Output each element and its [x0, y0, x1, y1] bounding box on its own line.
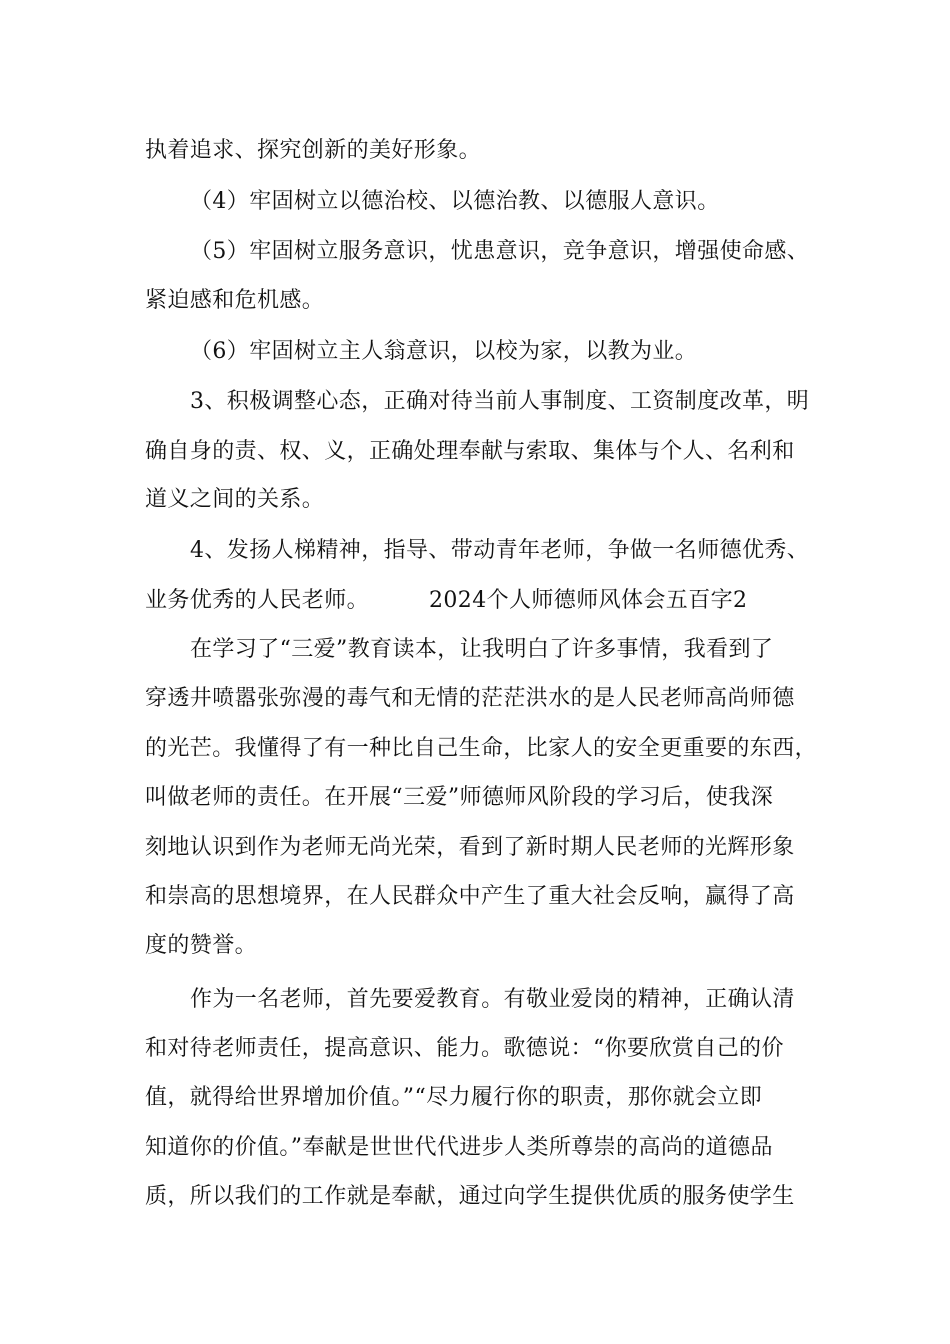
text-line: 3、积极调整心态，正确对待当前人事制度、工资制度改革，明: [190, 389, 810, 414]
text-line: 知道你的价值。”奉献是世世代代进步人类所尊崇的高尚的道德品: [145, 1135, 773, 1160]
text-line: 作为一名老师，首先要爱教育。有敬业爱岗的精神，正确认清: [190, 987, 795, 1012]
text-line: 度的赞誉。: [145, 933, 258, 958]
text-line: 在学习了“三爱”教育读本，让我明白了许多事情，我看到了: [190, 637, 774, 662]
text-line: 穿透井喷嚣张弥漫的毒气和无情的茫茫洪水的是人民老师高尚师德: [145, 686, 795, 711]
section-heading: 2024个人师德师风体会五百字2: [429, 588, 748, 613]
text-line: （5）牢固树立服务意识，忧患意识，竞争意识，增强使命感、: [190, 239, 810, 264]
text-segment: 业务优秀的人民老师。: [145, 588, 370, 613]
text-line: 紧迫感和危机感。: [145, 288, 325, 313]
text-line: 确自身的责、权、义，正确处理奉献与索取、集体与个人、名利和: [145, 439, 795, 464]
text-line: 质，所以我们的工作就是奉献，通过向学生提供优质的服务使学生: [145, 1184, 795, 1209]
text-line: （4）牢固树立以德治校、以德治教、以德服人意识。: [190, 189, 720, 214]
text-line-with-heading: [145, 586, 815, 616]
text-line: 道义之间的关系。: [145, 487, 325, 512]
text-line: 执着追求、探究创新的美好形象。: [145, 138, 482, 163]
text-line: 和对待老师责任，提高意识、能力。歌德说：“你要欣赏自己的价: [145, 1036, 784, 1061]
text-line: 刻地认识到作为老师无尚光荣，看到了新时期人民老师的光辉形象: [145, 835, 795, 860]
text-line: 4、发扬人梯精神，指导、带动青年老师，争做一名师德优秀、: [190, 538, 810, 563]
text-line: 的光芒。我懂得了有一种比自己生命，比家人的安全更重要的东西，: [145, 736, 818, 761]
text-line: 和崇高的思想境界，在人民群众中产生了重大社会反响，赢得了高: [145, 884, 795, 909]
text-line: 值，就得给世界增加价值。”“尽力履行你的职责，那你就会立即: [145, 1085, 763, 1110]
text-line: 叫做老师的责任。在开展“三爱”师德师风阶段的学习后，使我深: [145, 785, 774, 810]
text-line: （6）牢固树立主人翁意识，以校为家，以教为业。: [190, 339, 698, 364]
